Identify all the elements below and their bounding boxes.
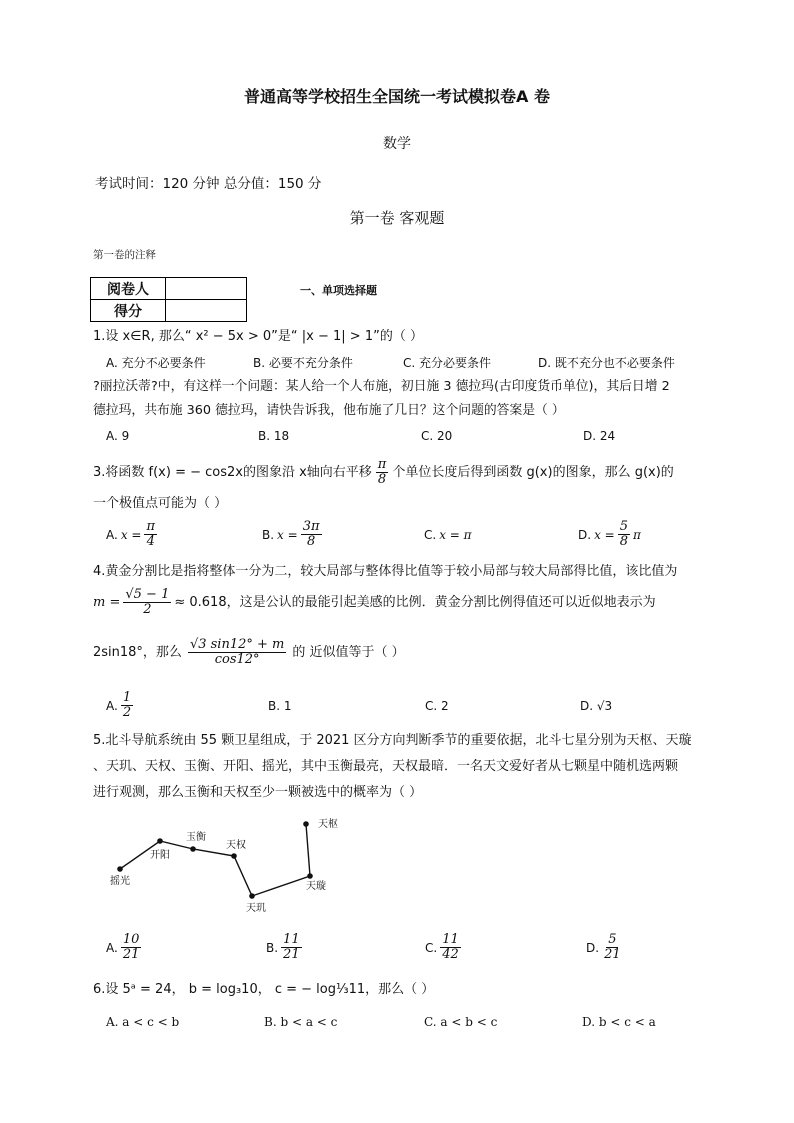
score-row <box>91 300 247 322</box>
question-2-line-2: 德拉玛，共布施 360 德拉玛，请快告诉我，他布施了几日？这个问题的答案是（ ） <box>93 403 565 418</box>
q3-c-val: x = π <box>439 528 472 542</box>
q3-c-label: C. <box>424 528 437 542</box>
q5-c-den: 42 <box>442 947 459 962</box>
q5-b-den: 21 <box>283 947 300 962</box>
q1-option-a: A. 充分不必要条件 <box>106 356 206 370</box>
star-yaoguang <box>117 866 123 872</box>
q6-option-c: C. a < b < c <box>424 1015 498 1029</box>
q5-d-den: 21 <box>604 947 621 962</box>
q3-fraction <box>376 458 389 487</box>
question-5-line-2: 、天玑、天权、玉衡、开阳、摇光，其中玉衡最亮，天权最暗．一名天文爱好者从七颗星中随机选两颗 <box>93 759 679 774</box>
q4-text-part-1: 2sin18°，那么 <box>93 644 182 660</box>
q3-b-label: B. <box>262 527 275 542</box>
star-tianji <box>249 893 255 899</box>
q5-a-den: 21 <box>122 947 140 962</box>
q3-option-b <box>262 520 322 549</box>
star-label-tianquan: 天权 <box>226 840 246 851</box>
q3-text-part-2: 个单位长度后得到函数 g(x)的图象，那么 g(x)的 <box>392 464 674 480</box>
q3-a-num: π <box>146 519 155 534</box>
q3-option-d <box>578 520 641 549</box>
q1-option-d: D. 既不充分也不必要条件 <box>538 356 675 370</box>
q5-option-c <box>425 933 461 962</box>
q1-option-b: B. 必要不充分条件 <box>253 356 353 370</box>
q3-a-frac <box>144 520 157 549</box>
star-label-yaoguang: 摇光 <box>110 876 130 887</box>
q5-a-num: 10 <box>122 932 140 947</box>
part-title: 一、单项选择题 <box>300 284 377 297</box>
score-cell <box>166 300 247 322</box>
q3-frac-den: 8 <box>377 472 387 487</box>
q6-option-a: A. a < c < b <box>106 1015 180 1029</box>
q4-option-a <box>106 691 133 720</box>
q3-b-frac <box>301 520 322 549</box>
q1-option-c: C. 充分必要条件 <box>403 356 492 370</box>
grader-table <box>90 277 247 322</box>
grader-row <box>91 278 247 300</box>
q3-a-pre: x = <box>120 527 142 542</box>
q4-option-b: B. 1 <box>268 699 292 713</box>
q5-b-label: B. <box>266 940 279 955</box>
question-2-line-1: ?丽拉沃蒂?中，有这样一个问题：某人给一个人布施，初日施 3 德拉玛(古印度货币单位)，其后日增 2 <box>93 379 670 394</box>
question-5-line-1: 5.北斗导航系统由 55 颗卫星组成，于 2021 区分方向判断季节的重要依据，北斗七星分别为天枢、天璇 <box>93 733 692 748</box>
grader-label: 阅卷人 <box>91 278 166 300</box>
q2-option-b: B. 18 <box>258 429 290 443</box>
star-label-tianxuan: 天璇 <box>306 881 326 892</box>
section-title: 第一卷 客观题 <box>349 209 445 227</box>
q3-option-c <box>424 528 472 542</box>
q3-d-post: π <box>632 527 641 542</box>
q5-d-frac <box>602 933 623 962</box>
q4-expr-num: √3 sin12° + m <box>189 637 285 652</box>
q4-expr-den: cos12° <box>214 652 260 667</box>
score-label: 得分 <box>91 300 166 322</box>
section-note: 第一卷的注释 <box>93 249 156 261</box>
exam-title: 普通高等学校招生全国统一考试模拟卷A 卷 <box>244 87 550 106</box>
q5-a-frac <box>121 933 142 962</box>
q5-c-frac <box>440 933 461 962</box>
q5-c-num: 11 <box>442 932 459 947</box>
q5-option-a <box>106 933 141 962</box>
q3-b-pre: x = <box>277 527 298 542</box>
question-5-line-3: 进行观测，那么玉衡和天权至少一颗被选中的概率为（ ） <box>93 785 423 800</box>
q3-d-pre: x = <box>594 527 615 542</box>
q4-a-label: A. <box>106 698 118 713</box>
q3-d-frac <box>618 520 630 549</box>
q5-b-frac <box>281 933 302 962</box>
q4-a-frac <box>121 691 133 720</box>
star-label-tianji: 天玑 <box>246 903 266 914</box>
q4-m-pre: m = <box>93 594 121 610</box>
question-3-line-2: 一个极值点可能为（ ） <box>93 496 228 511</box>
q4-m-den: 2 <box>143 602 152 617</box>
subject-title: 数学 <box>383 136 411 152</box>
star-yuheng <box>190 846 196 852</box>
q3-a-den: 4 <box>146 534 155 549</box>
q2-option-c: C. 20 <box>421 429 453 443</box>
q4-a-den: 2 <box>122 705 132 720</box>
q3-d-den: 8 <box>619 534 628 549</box>
question-4-line-2 <box>93 588 656 617</box>
q4-a-num: 1 <box>122 690 132 705</box>
q3-b-num: 3π <box>302 519 320 534</box>
big-dipper-figure <box>100 812 360 922</box>
q4-m-num: √5 − 1 <box>125 587 170 602</box>
q5-d-num: 5 <box>608 932 617 947</box>
q3-text-part-1: 3.将函数 f(x) = − cos2x的图象沿 x轴向右平移 <box>93 464 372 480</box>
q5-option-d <box>586 933 623 962</box>
question-1: 1.设 x∈R, 那么“ x² − 5x > 0”是“ |x − 1| > 1”的（ ） <box>93 329 423 344</box>
q4-expr-frac <box>188 638 286 667</box>
q6-option-b: B. b < a < c <box>264 1015 338 1029</box>
q4-option-d: D. √3 <box>580 699 613 713</box>
star-label-yuheng: 玉衡 <box>186 832 206 843</box>
q2-option-a: A. 9 <box>106 429 130 443</box>
star-kaiyang <box>157 838 163 844</box>
q4-text-part-2: 的 近似值等于（ ） <box>292 644 405 660</box>
star-tianshu <box>303 821 309 827</box>
q3-a-label: A. <box>106 527 118 542</box>
star-label-tianshu: 天枢 <box>318 819 338 830</box>
q6-option-d: D. b < c < a <box>582 1015 656 1029</box>
star-label-kaiyang: 开阳 <box>150 850 170 861</box>
q5-b-num: 11 <box>283 932 300 947</box>
q5-a-label: A. <box>106 940 118 955</box>
q5-c-label: C. <box>425 940 438 955</box>
question-3-line-1 <box>93 458 674 487</box>
q5-option-b <box>266 933 302 962</box>
question-4-line-3 <box>93 638 405 667</box>
grader-cell <box>166 278 247 300</box>
question-4-line-1: 4.黄金分割比是指将整体一分为二，较大局部与整体得比值等于较小局部与较大局部得比值，该比值为 <box>93 564 678 579</box>
q3-b-den: 8 <box>306 534 316 549</box>
q5-d-label: D. <box>586 940 600 955</box>
question-6: 6.设 5ᵃ = 24， b = log₃10， c = − log⅓11，那么（ ） <box>93 982 435 997</box>
q4-option-c: C. 2 <box>425 699 449 713</box>
q3-d-label: D. <box>578 527 592 542</box>
q3-d-num: 5 <box>619 519 628 534</box>
q4-m-post: ≈ 0.618，这是公认的最能引起美感的比例．黄金分割比例得值还可以近似地表示为 <box>174 594 656 610</box>
q3-option-a <box>106 520 157 549</box>
q3-frac-num: π <box>377 457 387 472</box>
star-tianxuan <box>307 873 313 879</box>
exam-info: 考试时间：120 分钟 总分值：150 分 <box>95 176 322 192</box>
q2-option-d: D. 24 <box>583 429 616 443</box>
star-tianquan <box>231 853 237 859</box>
q4-m-frac <box>123 588 171 617</box>
